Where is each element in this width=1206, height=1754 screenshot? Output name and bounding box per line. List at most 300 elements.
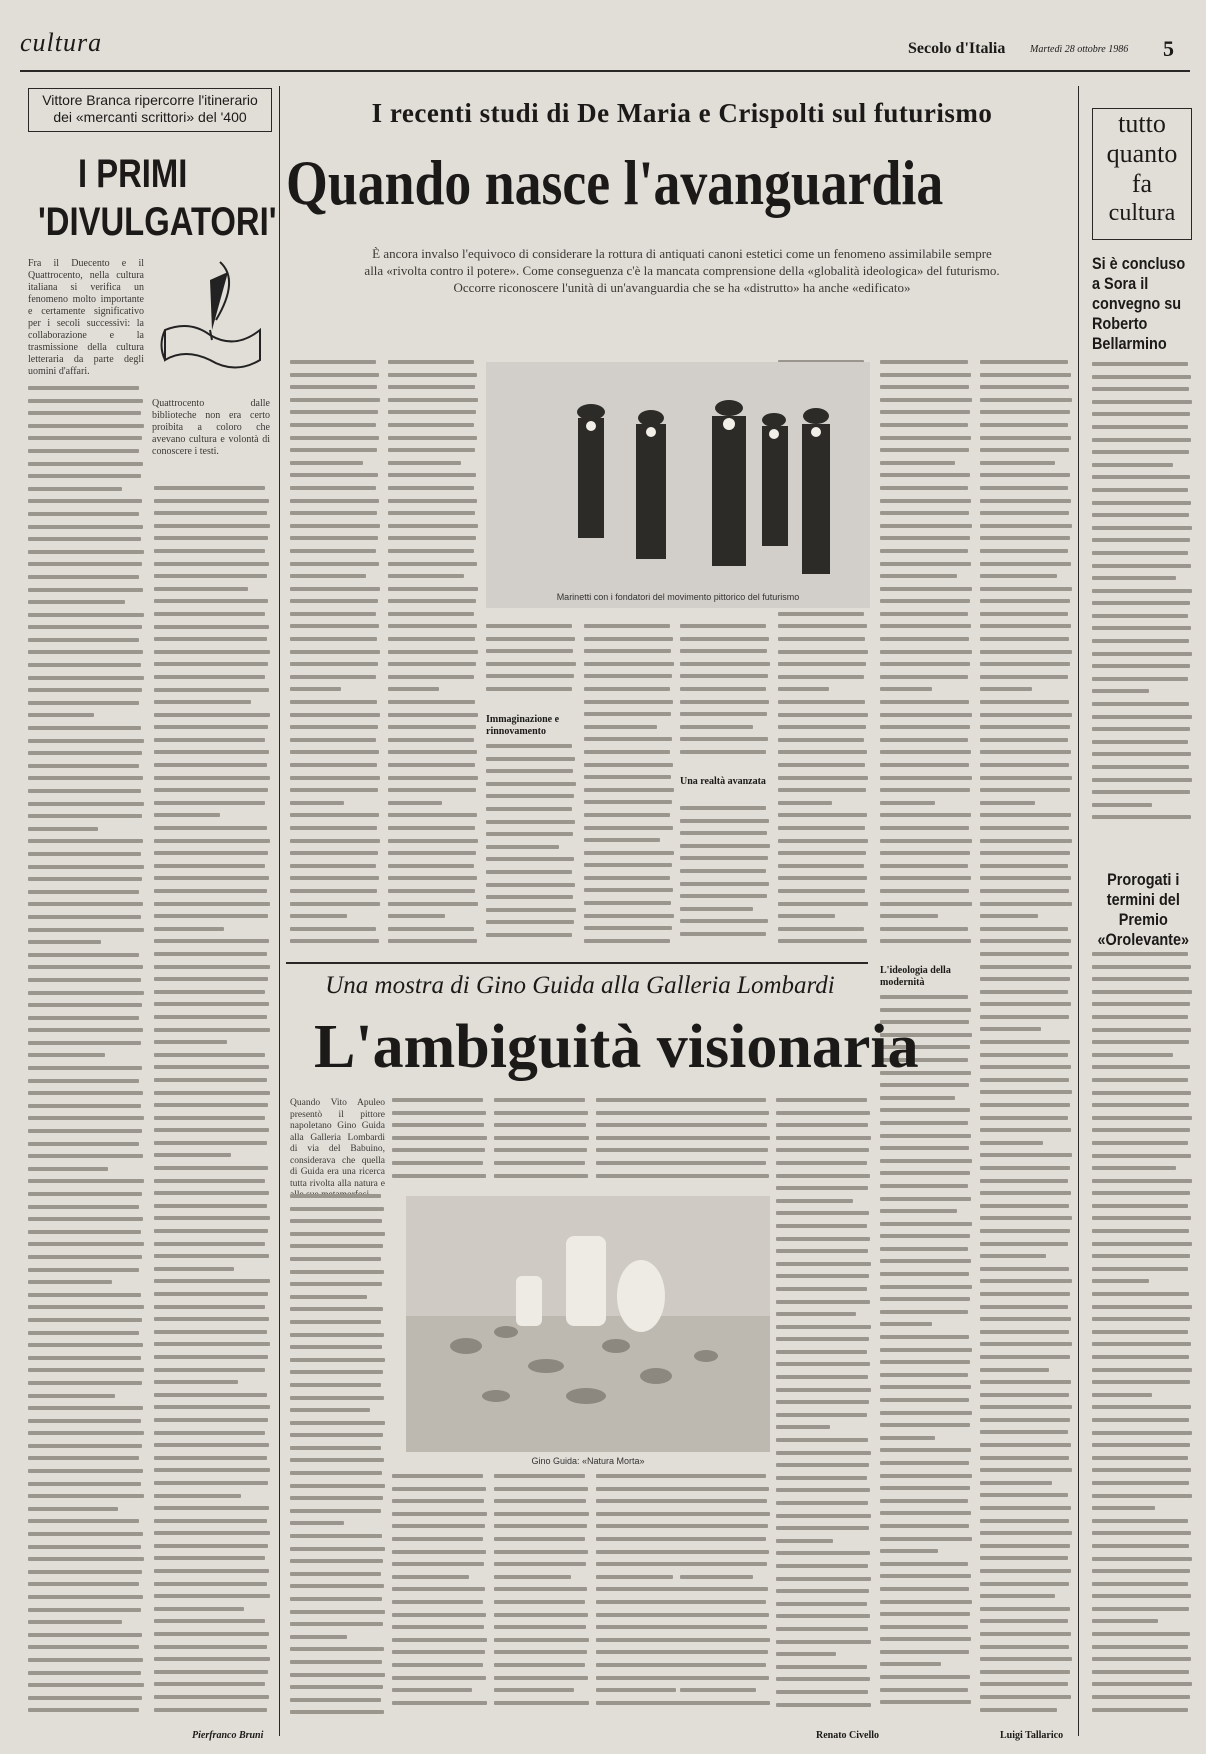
text-line (28, 1570, 142, 1574)
text-line (290, 1232, 385, 1236)
text-line (880, 1474, 972, 1478)
text-line (154, 776, 270, 780)
text-line (154, 889, 267, 893)
text-line (1092, 1456, 1188, 1460)
text-line (290, 1408, 370, 1412)
text-line (154, 1078, 267, 1082)
text-line (28, 865, 144, 869)
text-line (1092, 1708, 1188, 1712)
text-line (1092, 1015, 1188, 1019)
text-line (980, 1179, 1068, 1183)
text-line (1092, 1355, 1189, 1359)
text-line (28, 827, 98, 831)
text-line (1092, 538, 1190, 542)
text-line (880, 1184, 968, 1188)
text-line (584, 788, 674, 792)
text-line (28, 713, 94, 717)
text-line (1092, 965, 1191, 969)
text-line (584, 863, 672, 867)
text-line (494, 1638, 589, 1642)
futurism-lead (290, 360, 291, 361)
text-line (880, 1335, 969, 1339)
text-line (28, 1394, 115, 1398)
text-line (880, 1134, 971, 1138)
text-line (28, 512, 139, 516)
text-line (486, 637, 575, 641)
text-line (880, 1146, 969, 1150)
text-line (776, 1425, 830, 1429)
text-line (154, 1229, 268, 1233)
text-line (880, 738, 968, 742)
text-line (388, 738, 474, 742)
text-line (388, 574, 464, 578)
text-line (1092, 1494, 1192, 1498)
text-line (880, 687, 932, 691)
section-label: cultura (20, 28, 103, 57)
text-line (290, 524, 380, 528)
text-line (776, 1589, 869, 1593)
text-line (154, 1481, 268, 1485)
text-line (494, 1512, 589, 1516)
text-line (980, 599, 1070, 603)
text-line (980, 473, 1070, 477)
text-line (154, 1431, 265, 1435)
text-line (584, 939, 670, 943)
text-line (1092, 1519, 1188, 1523)
text-line (392, 1512, 487, 1516)
text-line (388, 599, 476, 603)
text-line (880, 1625, 968, 1629)
text-line (778, 914, 835, 918)
text-line (392, 1688, 472, 1692)
text-line (880, 1688, 968, 1692)
text-line (776, 1413, 867, 1417)
text-line (290, 637, 377, 641)
text-line (1092, 400, 1192, 404)
text-line (28, 676, 144, 680)
text-line (290, 1396, 384, 1400)
text-line (776, 1400, 869, 1404)
text-line (1092, 1342, 1191, 1346)
text-line (494, 1161, 585, 1165)
text-line (980, 1103, 1070, 1107)
text-line (154, 1342, 270, 1346)
guida-body-col6b (680, 1474, 770, 1724)
text-line (778, 624, 867, 628)
text-line (980, 1254, 1046, 1258)
text-line (392, 1625, 484, 1629)
text-line (980, 549, 1068, 553)
text-line (154, 1292, 268, 1296)
text-line (596, 1524, 689, 1528)
text-line (776, 1161, 867, 1165)
text-line (880, 801, 935, 805)
text-line (980, 524, 1072, 528)
text-line (154, 725, 268, 729)
text-line (776, 1237, 870, 1241)
text-line (154, 1670, 268, 1674)
text-line (680, 856, 768, 860)
text-line (980, 385, 1069, 389)
text-line (680, 1136, 770, 1140)
text-line (778, 738, 864, 742)
text-line (680, 1676, 769, 1680)
text-line (980, 650, 1072, 654)
text-line (28, 965, 143, 969)
text-line (28, 1179, 144, 1183)
guida-lead: Quando Vito Apuleo presentò il pittore napoletano Gino Guida alla Galleria Lombardi di via del Babuino, considerava che quella di Guida era una ricerca tutta rivolta alla natura e (290, 1098, 385, 1189)
text-line (1092, 1053, 1173, 1057)
text-line (980, 1053, 1068, 1057)
text-line (880, 826, 969, 830)
text-line (486, 662, 576, 666)
futurism-body-col1 (290, 360, 380, 955)
text-line (880, 1096, 955, 1100)
text-line (28, 613, 144, 617)
text-line (880, 864, 968, 868)
text-line (28, 902, 143, 906)
text-line (494, 1676, 588, 1680)
text-line (1092, 778, 1192, 782)
text-line (392, 1537, 483, 1541)
text-line (290, 423, 376, 427)
text-line (290, 1446, 381, 1450)
text-line (154, 1393, 267, 1397)
text-line (680, 1575, 753, 1579)
text-line (880, 851, 970, 855)
quill-scroll-icon (150, 260, 272, 375)
futurism-body-col5 (680, 624, 770, 769)
text-line (880, 650, 972, 654)
text-line (778, 813, 867, 817)
text-line (680, 1562, 767, 1566)
text-line (1092, 1305, 1192, 1309)
text-line (28, 1557, 144, 1561)
text-line (1092, 589, 1192, 593)
text-line (388, 713, 478, 717)
text-line (1092, 626, 1191, 630)
text-line (290, 776, 380, 780)
text-line (28, 1507, 118, 1511)
text-line (680, 1174, 769, 1178)
text-line (776, 1703, 871, 1707)
text-line (1092, 362, 1188, 366)
text-line (486, 624, 572, 628)
text-line (778, 687, 829, 691)
text-line (28, 600, 125, 604)
text-line (1092, 639, 1189, 643)
text-line (28, 1053, 105, 1057)
text-line (154, 801, 265, 805)
text-line (388, 499, 477, 503)
text-line (290, 1622, 383, 1626)
text-line (778, 876, 867, 880)
news1-body (1092, 362, 1192, 832)
text-line (596, 1123, 688, 1127)
text-line (980, 1405, 1072, 1409)
text-line (154, 524, 270, 528)
text-line (680, 1663, 766, 1667)
text-line (778, 927, 864, 931)
text-line (880, 1197, 971, 1201)
text-line (778, 839, 868, 843)
text-line (486, 687, 572, 691)
text-line (1092, 1078, 1188, 1082)
text-line (388, 876, 477, 880)
text-line (1092, 1028, 1191, 1032)
text-line (28, 1129, 142, 1133)
text-line (880, 436, 971, 440)
text-line (776, 1199, 853, 1203)
culture-box (1092, 108, 1192, 240)
text-line (880, 1398, 969, 1402)
text-line (980, 851, 1070, 855)
text-line (28, 1419, 141, 1423)
text-line (486, 769, 573, 773)
text-line (28, 575, 139, 579)
text-line (1092, 1191, 1190, 1195)
text-line (494, 1625, 586, 1629)
text-line (980, 662, 1070, 666)
text-line (28, 814, 142, 818)
text-line (28, 1230, 141, 1234)
text-line (28, 386, 139, 390)
text-line (290, 360, 376, 364)
text-line (880, 1574, 971, 1578)
text-line (1092, 1682, 1192, 1686)
text-line (1092, 1607, 1189, 1611)
news2-headline: Prorogati i termini del Premio «Orolevante» (1097, 870, 1190, 949)
text-line (1092, 952, 1188, 956)
text-line (290, 1685, 383, 1689)
text-line (596, 1600, 687, 1604)
text-line (290, 1207, 384, 1211)
text-line (388, 851, 476, 855)
text-line (154, 1091, 270, 1095)
text-line (680, 1537, 766, 1541)
text-line (880, 1360, 970, 1364)
text-line (980, 1305, 1068, 1309)
text-line (290, 902, 380, 906)
text-line (494, 1701, 589, 1705)
text-line (584, 737, 672, 741)
text-line (596, 1474, 687, 1478)
text-line (290, 448, 377, 452)
text-line (596, 1161, 687, 1165)
text-line (494, 1524, 587, 1528)
text-line (494, 1136, 589, 1140)
text-line (290, 562, 379, 566)
culture-box-line2: quanto (1106, 139, 1178, 168)
text-line (680, 907, 753, 911)
text-line (1092, 614, 1188, 618)
text-line (880, 763, 969, 767)
text-line (880, 1008, 971, 1012)
text-line (154, 990, 265, 994)
text-line (680, 737, 768, 741)
text-line (290, 738, 376, 742)
text-line (1092, 1154, 1191, 1158)
text-line (584, 649, 671, 653)
text-line (28, 1293, 141, 1297)
text-line (28, 525, 143, 529)
text-line (680, 1600, 766, 1604)
text-line (776, 1186, 868, 1190)
text-line (392, 1600, 483, 1604)
text-line (154, 1506, 269, 1510)
text-line (28, 877, 142, 881)
text-line (880, 549, 968, 553)
text-line (1092, 387, 1189, 391)
text-line (776, 1136, 871, 1140)
text-line (596, 1638, 691, 1642)
text-line (1092, 1619, 1158, 1623)
text-line (28, 940, 101, 944)
text-line (28, 1104, 141, 1108)
text-line (388, 700, 475, 704)
text-line (980, 839, 1072, 843)
newspaper-name: Secolo d'Italia (908, 40, 1006, 57)
text-line (290, 927, 376, 931)
text-line (776, 1451, 871, 1455)
text-line (28, 1305, 144, 1309)
text-line (980, 700, 1069, 704)
text-line (154, 1267, 234, 1271)
text-line (290, 1559, 383, 1563)
text-line (584, 674, 672, 678)
left-kicker-box (28, 88, 272, 132)
text-line (880, 1524, 969, 1528)
text-line (680, 1638, 770, 1642)
text-line (980, 1708, 1057, 1712)
text-line (680, 1701, 770, 1705)
text-line (980, 738, 1068, 742)
text-line (28, 1708, 139, 1712)
text-line (392, 1638, 487, 1642)
text-line (28, 915, 141, 919)
text-line (680, 919, 768, 923)
text-line (880, 1537, 972, 1541)
text-line (776, 1463, 869, 1467)
text-line (1092, 752, 1191, 756)
text-line (778, 864, 864, 868)
text-line (776, 1526, 869, 1530)
text-line (154, 1279, 270, 1283)
text-line (980, 499, 1071, 503)
text-line (388, 763, 475, 767)
text-line (1092, 1557, 1192, 1561)
text-line (290, 624, 379, 628)
text-line (290, 1521, 344, 1525)
text-line (1092, 425, 1188, 429)
text-line (1092, 815, 1191, 819)
text-line (980, 1506, 1071, 1510)
text-line (1092, 715, 1192, 719)
text-line (880, 423, 968, 427)
text-line (494, 1650, 587, 1654)
text-line (1092, 1431, 1192, 1435)
text-line (980, 1141, 1043, 1145)
text-line (28, 1608, 141, 1612)
text-line (880, 1083, 969, 1087)
text-line (1092, 375, 1191, 379)
text-line (880, 587, 972, 591)
text-line (28, 1242, 144, 1246)
text-line (1092, 1695, 1190, 1699)
text-line (154, 1242, 265, 1246)
text-line (880, 360, 968, 364)
text-line (880, 1511, 971, 1515)
text-line (680, 637, 769, 641)
text-line (680, 1487, 769, 1491)
text-line (596, 1562, 688, 1566)
text-line (154, 1519, 267, 1523)
text-line (1092, 1418, 1189, 1422)
text-line (680, 687, 766, 691)
text-line (290, 461, 363, 465)
text-line (494, 1487, 588, 1491)
text-line (880, 713, 972, 717)
text-line (880, 373, 971, 377)
text-line (154, 902, 270, 906)
text-line (392, 1562, 484, 1566)
text-line (880, 1700, 971, 1704)
text-line (980, 1090, 1072, 1094)
still-life-painting-icon (406, 1196, 770, 1452)
text-line (154, 1594, 270, 1598)
text-line (596, 1136, 691, 1140)
text-line (880, 486, 968, 490)
text-line (290, 1458, 384, 1462)
text-line (392, 1575, 469, 1579)
text-line (28, 1255, 142, 1259)
text-line (776, 1249, 868, 1253)
text-line (880, 1285, 972, 1289)
text-line (776, 1362, 870, 1366)
text-line (392, 1123, 484, 1127)
text-line (28, 537, 141, 541)
text-line (778, 750, 867, 754)
text-line (980, 1116, 1068, 1120)
text-line (290, 1597, 382, 1601)
text-line (1092, 412, 1190, 416)
text-line (290, 612, 376, 616)
text-line (154, 1632, 269, 1636)
text-line (290, 1471, 382, 1475)
text-line (388, 650, 478, 654)
news1-headline: Si è concluso a Sora il convegno su Roberto Bellarmino (1092, 254, 1186, 353)
text-line (392, 1136, 487, 1140)
text-line (290, 1295, 367, 1299)
text-line (980, 624, 1071, 628)
text-line (388, 511, 475, 515)
text-line (980, 965, 1072, 969)
text-line (1092, 1544, 1189, 1548)
text-line (154, 1028, 270, 1032)
text-line (680, 700, 769, 704)
text-line (776, 1300, 870, 1304)
text-line (778, 889, 865, 893)
text-line (290, 1496, 383, 1500)
text-line (290, 839, 380, 843)
text-line (290, 599, 378, 603)
text-line (154, 1065, 269, 1069)
text-line (776, 1577, 871, 1581)
text-line (28, 1381, 142, 1385)
text-line (290, 1547, 385, 1551)
futurism-headline: Quando nasce l'avanguardia (286, 147, 944, 218)
text-line (776, 1652, 836, 1656)
